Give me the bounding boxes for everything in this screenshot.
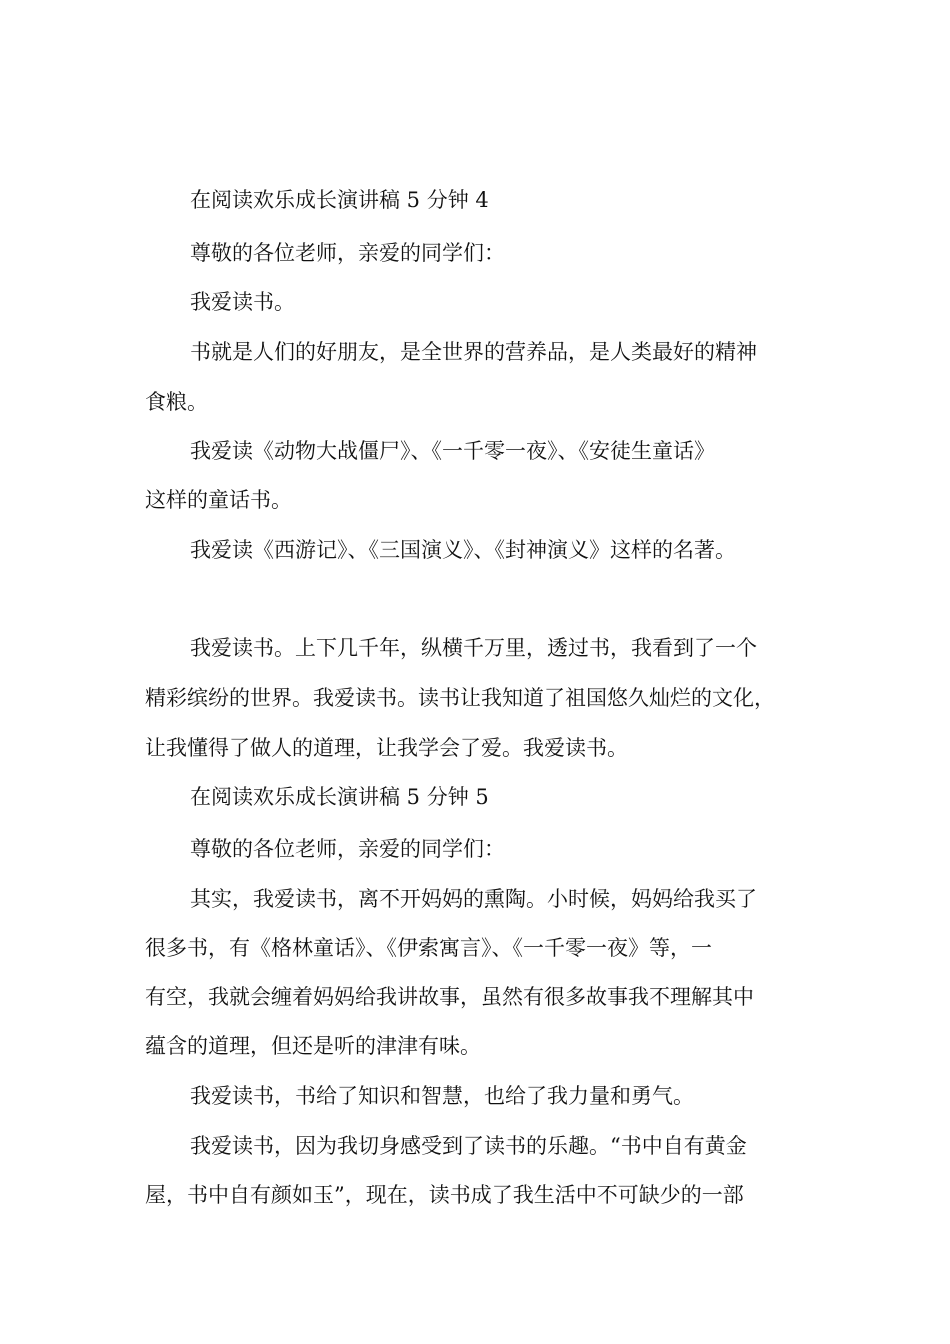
paragraph-line: 有空，我就会缠着妈妈给我讲故事，虽然有很多故事我不理解其中 [145, 985, 754, 1009]
paragraph-line: 精彩缤纷的世界。我爱读书。读书让我知道了祖国悠久灿烂的文化， [145, 686, 775, 710]
paragraph-line: 我爱读书，书给了知识和智慧，也给了我力量和勇气。 [190, 1084, 694, 1108]
paragraph-line: 这样的童话书。 [145, 488, 292, 512]
paragraph-line: 其实，我爱读书，离不开妈妈的熏陶。小时候，妈妈给我买了 [190, 887, 757, 911]
paragraph-line: 屋，书中自有颜如玉”，现在，读书成了我生活中不可缺少的一部 [145, 1183, 744, 1207]
paragraph-line: 我爱读书。上下几千年，纵横千万里，透过书，我看到了一个 [190, 636, 757, 660]
greeting-line: 尊敬的各位老师，亲爱的同学们： [190, 837, 505, 861]
heading-speech-4: 在阅读欢乐成长演讲稿 5 分钟 4 [190, 188, 489, 212]
greeting-line: 尊敬的各位老师，亲爱的同学们： [190, 241, 505, 265]
paragraph-line: 我爱读《动物大战僵尸》、《一千零一夜》、《安徒生童话》 [190, 439, 715, 463]
paragraph-line: 食粮。 [145, 390, 208, 414]
paragraph-line: 我爱读书。 [190, 290, 295, 314]
paragraph-line: 蕴含的道理，但还是听的津津有味。 [145, 1034, 481, 1058]
paragraph-line: 我爱读《西游记》、《三国演义》、《封神演义》这样的名著。 [190, 538, 736, 562]
paragraph-line: 让我懂得了做人的道理，让我学会了爱。我爱读书。 [145, 736, 628, 760]
paragraph-line: 很多书，有《格林童话》、《伊索寓言》、《一千零一夜》等，一 [145, 936, 712, 960]
paragraph-line: 书就是人们的好朋友，是全世界的营养品，是人类最好的精神 [190, 340, 757, 364]
heading-speech-5: 在阅读欢乐成长演讲稿 5 分钟 5 [190, 785, 489, 809]
paragraph-line: 我爱读书，因为我切身感受到了读书的乐趣。“书中自有黄金 [190, 1134, 747, 1158]
